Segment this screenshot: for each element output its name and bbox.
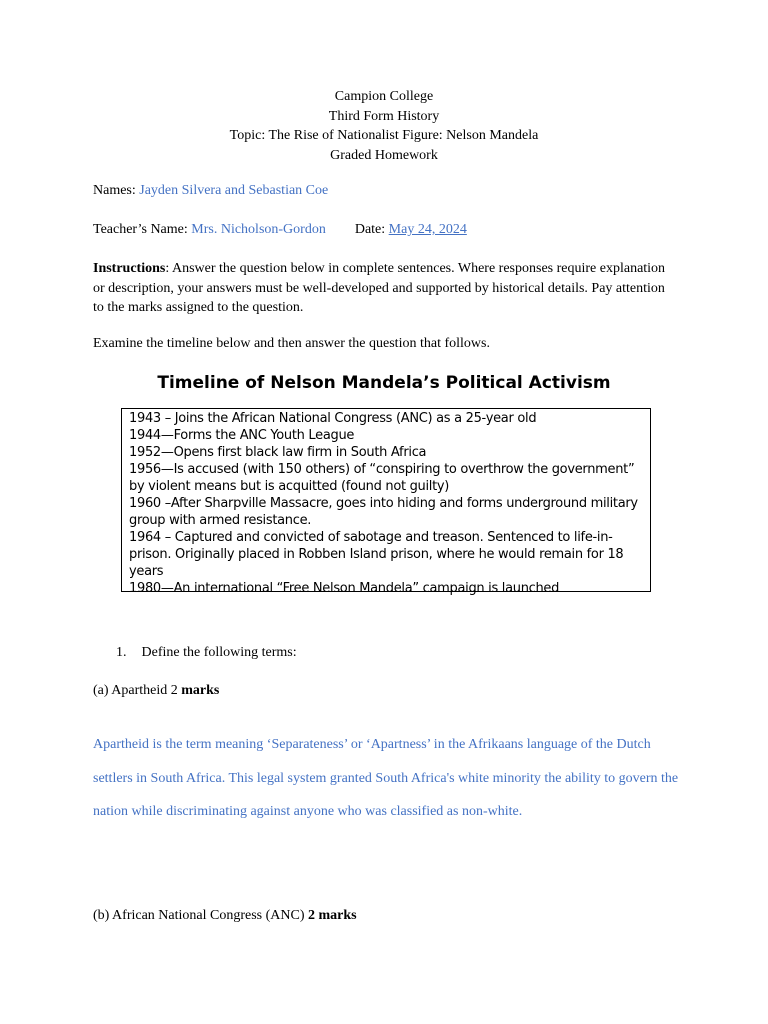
question-number: 1.	[116, 645, 127, 660]
timeline-entry: 1944—Forms the ANC Youth League	[129, 428, 355, 443]
form-name: Third Form History	[328, 108, 440, 124]
timeline-entry: 1943 – Joins the African National Congress (ANC) as a 25-year old	[129, 411, 537, 426]
timeline-title: Timeline of Nelson Mandela’s Political Activism	[157, 373, 611, 393]
timeline-entry: 1980—An international “Free Nelson Mandela” campaign is launched	[129, 581, 560, 596]
timeline-entry: 1952—Opens first black law firm in South Africa	[129, 445, 427, 460]
school-name: Campion College	[334, 89, 434, 104]
part-a-marks: marks	[181, 683, 220, 698]
instructions-label: Instructions	[93, 261, 166, 276]
part-b-heading	[93, 908, 357, 924]
teacher-date-line	[93, 222, 467, 238]
names-label: Names:	[93, 183, 136, 198]
part-a-answer: Apartheid is the term meaning ‘Separateness’ or ‘Apartness’ in the Afrikaans language of the Dutch settlers in South Africa. This legal system granted South Africa's white minority the ability to govern the nation while discriminating against anyone who was classified as non-white.	[93, 737, 679, 819]
part-b-label: (b) African National Congress (ANC)	[93, 908, 309, 923]
names-value: Jayden Silvera and Sebastian Coe	[139, 183, 329, 198]
topic: Topic: The Rise of Nationalist Figure: Nelson Mandela	[229, 128, 539, 143]
timeline-entry: 1960 –After Sharpville Massacre, goes into hiding and forms underground military group with armed resistance.	[129, 496, 638, 528]
assignment-type: Graded Homework	[330, 147, 438, 163]
part-b-marks: 2 marks	[308, 908, 357, 923]
document-header	[0, 87, 768, 165]
part-a-label: (a) Apartheid 2	[93, 683, 182, 698]
instructions-text: : Answer the question below in complete sentences. Where responses require explanation or description, your answers must be well-developed and supported by historical details. Pay attention to the marks assigned to the question.	[93, 261, 666, 315]
part-a-heading	[93, 683, 219, 699]
question-1	[116, 645, 297, 661]
date-value[interactable]: May 24, 2024	[388, 222, 467, 237]
timeline-entry: 1956—Is accused (with 150 others) of “conspiring to overthrow the government” by violent means but is acquitted (found not guilty)	[129, 462, 635, 494]
names-line	[93, 183, 328, 199]
teacher-label: Teacher’s Name:	[93, 222, 188, 237]
timeline-entry: 1964 – Captured and convicted of sabotage and treason. Sentenced to life-in-prison. Originally placed in Robben Island prison, where he would remain for 18 years	[129, 530, 624, 579]
question-text: Define the following terms:	[141, 645, 297, 660]
timeline-box	[121, 408, 651, 596]
examine-text: Examine the timeline below and then answer the question that follows.	[93, 336, 490, 351]
instructions-paragraph	[93, 259, 678, 318]
teacher-value: Mrs. Nicholson-Gordon	[191, 222, 326, 237]
date-label: Date:	[354, 222, 386, 237]
